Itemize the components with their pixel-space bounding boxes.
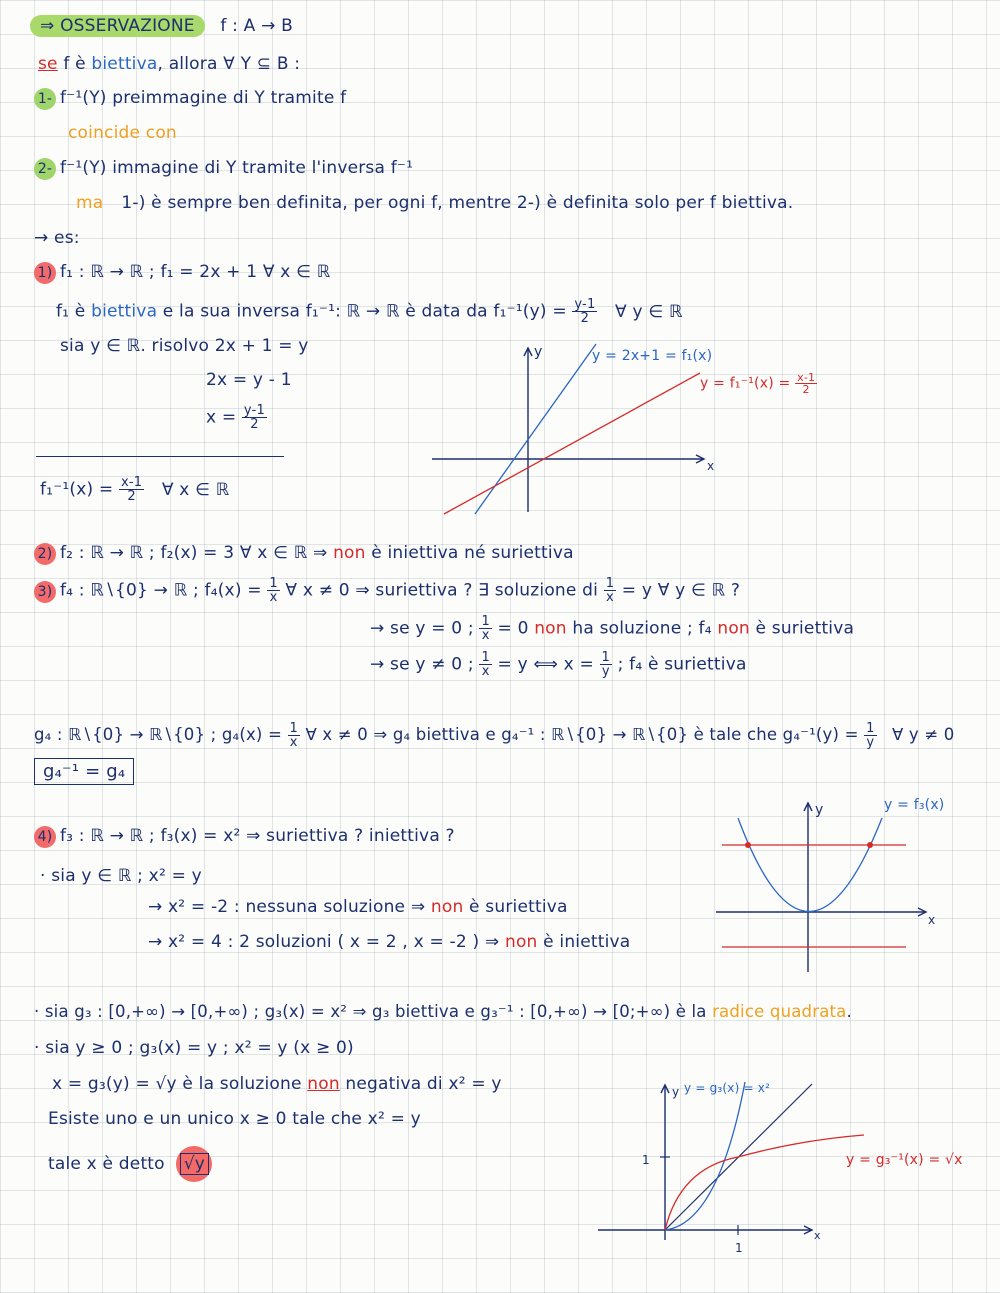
graph3-blue-label: y = g₃(x) = x² (684, 1081, 771, 1095)
graph1-blue-label: y = 2x+1 = f₁(x) (592, 348, 713, 364)
es-label: → es: (34, 228, 80, 248)
ex1-inverse: f₁ è biettiva e la sua inversa f₁⁻¹: ℝ → ℝ è data da f₁⁻¹(y) = $\frac{y-1}{2}$ ∀ y ∈ ℝ (56, 297, 683, 326)
header-map: f : A → B (220, 16, 294, 36)
ex4-case1: → x² = -2 : nessuna soluzione ⇒ non è suriettiva (148, 897, 568, 917)
obs-item1: 1- f⁻¹(Y) preimmagine di Y tramite f (34, 88, 346, 110)
obs-ma-line: ma 1-) è sempre ben definita, per ogni f, mentre 2-) è definita solo per f biettiva. (76, 193, 794, 213)
ex2-line: 2) f₂ : ℝ → ℝ ; f₂(x) = 3 ∀ x ∈ ℝ ⇒ non è iniettiva né suriettiva (34, 543, 574, 565)
observation-badge: ⇒ OSSERVAZIONE (30, 15, 205, 37)
graph3-square (665, 1082, 745, 1230)
g3-sqrt-badge: √y (176, 1146, 212, 1182)
graph1-x-label: x (707, 459, 715, 473)
g3-line5: tale x è detto √y (48, 1146, 212, 1182)
ex4-sia: · sia y ∈ ℝ ; x² = y (40, 866, 202, 886)
graph3-one-x: 1 (735, 1241, 743, 1255)
ex1-step2: x = $\frac{y-1}{2}$ (206, 403, 265, 432)
graph3-red-label: y = g₃⁻¹(x) = √x (846, 1152, 963, 1168)
graph3-one-y: 1 (642, 1153, 650, 1167)
g4-boxed: g₄⁻¹ = g₄ (34, 762, 134, 782)
ex1-result: f₁⁻¹(x) = $\frac{x-1}{2}$ ∀ x ∈ ℝ (40, 475, 230, 504)
ex4-def: 4) f₃ : ℝ → ℝ ; f₃(x) = x² ⇒ suriettiva ? iniettiva ? (34, 826, 455, 848)
graph1-y-label: y (534, 344, 543, 360)
ex3-case1: → se y = 0 ; $\frac{1}{x}$ = 0 non ha soluzione ; f₄ non è suriettiva (370, 614, 855, 643)
graph3-x-label: x (814, 1229, 821, 1242)
obs-line1: se f è biettiva, allora ∀ Y ⊆ B : (38, 54, 301, 74)
graph2-label: y = f₃(x) (884, 797, 945, 813)
g3-line3: x = g₃(y) = √y è la soluzione non negativa di x² = y (52, 1074, 502, 1094)
ex1-def: 1) f₁ : ℝ → ℝ ; f₁ = 2x + 1 ∀ x ∈ ℝ (34, 262, 330, 284)
obs-coincide: coincide con (68, 123, 177, 143)
graph1-red-label: y = f₁⁻¹(x) = $\frac{x-1}{2}$ (700, 371, 816, 396)
ex1-step1: 2x = y - 1 (206, 370, 292, 390)
ex4-case2: → x² = 4 : 2 soluzioni ( x = 2 , x = -2 ) ⇒ non è iniettiva (148, 932, 631, 952)
graph3-sqrt (665, 1135, 864, 1230)
graph3-y-label: y (672, 1085, 680, 1099)
graph2-y-label: y (815, 802, 824, 818)
graph2-x-label: x (928, 913, 936, 927)
g3-line1: · sia g₃ : [0,+∞) → [0,+∞) ; g₃(x) = x² ⇒ g₃ biettiva e g₃⁻¹ : [0,+∞) → [0;+∞) è la radice quadrata. (34, 1002, 852, 1021)
g3-line4: Esiste uno e un unico x ≥ 0 tale che x² = y (48, 1109, 421, 1129)
ex3-line: 3) f₄ : ℝ∖{0} → ℝ ; f₄(x) = $\frac{1}{x}$ ∀ x ≠ 0 ⇒ suriettiva ? ∃ soluzione di $\frac{1}{x}$ = y ∀ y ∈ ℝ ? (34, 577, 740, 604)
ex3-case2: → se y ≠ 0 ; $\frac{1}{x}$ = y ⟺ x = $\frac{1}{y}$ ; f₄ è suriettiva (370, 650, 747, 679)
obs-item2: 2- f⁻¹(Y) immagine di Y tramite l'inversa f⁻¹ (34, 158, 413, 180)
ex1-solve: sia y ∈ ℝ. risolvo 2x + 1 = y (60, 336, 309, 356)
g3-line2: · sia y ≥ 0 ; g₃(x) = y ; x² = y (x ≥ 0) (34, 1038, 354, 1058)
g4-line: g₄ : ℝ∖{0} → ℝ∖{0} ; g₄(x) = $\frac{1}{x}$ ∀ x ≠ 0 ⇒ g₄ biettiva e g₄⁻¹ : ℝ∖{0} → ℝ∖{0} è tale che g₄⁻¹(y) = $\frac{1}{y}$ ∀ y ≠ 0 (34, 721, 955, 750)
